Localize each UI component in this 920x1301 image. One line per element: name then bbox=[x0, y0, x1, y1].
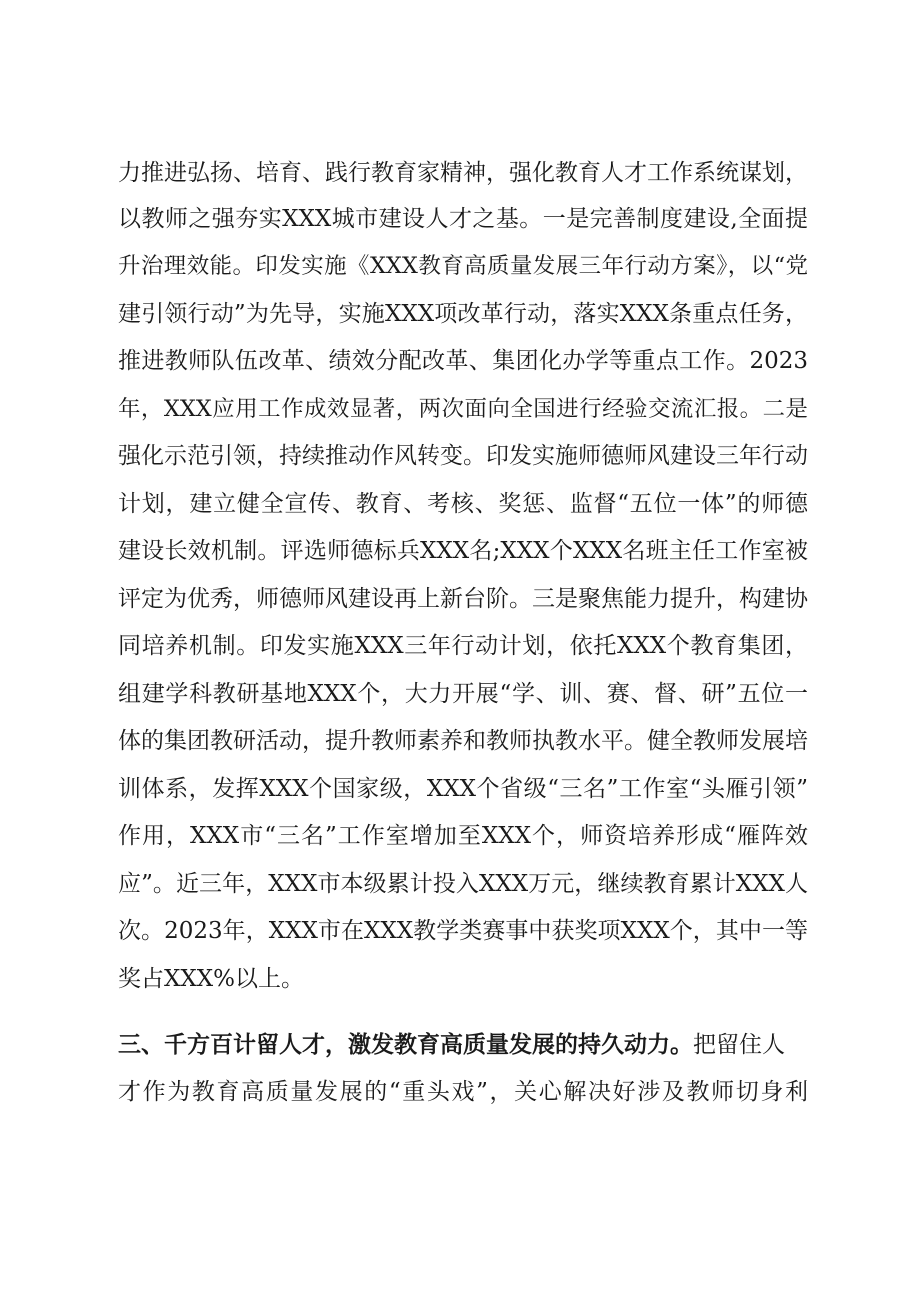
paragraph-line: 建设长效机制。评选师德标兵XXX名;XXX个XXX名班主任工作室被 bbox=[118, 538, 808, 564]
section-heading-body: 把留住人 bbox=[693, 1032, 785, 1058]
section-heading bbox=[118, 1025, 808, 1065]
paragraph-line: 推进教师队伍改革、绩效分配改革、集团化办学等重点工作。2023 bbox=[118, 348, 808, 374]
paragraph-line: 作用，XXX市“三名”工作室增加至XXX个，师资培养形成“雁阵效 bbox=[118, 823, 808, 849]
paragraph-line: 同培养机制。印发实施XXX三年行动计划，依托XXX个教育集团， bbox=[118, 633, 808, 659]
paragraph-line: 计划，建立健全宣传、教育、考核、奖惩、监督“五位一体”的师德 bbox=[118, 491, 808, 517]
paragraph-line: 升治理效能。印发实施《XXX教育高质量发展三年行动方案》，以“党 bbox=[118, 253, 808, 279]
paragraph-line: 年，XXX应用工作成效显著，两次面向全国进行经验交流汇报。二是 bbox=[118, 396, 808, 422]
paragraph-line: 训体系，发挥XXX个国家级，XXX个省级“三名”工作室“头雁引领” bbox=[118, 776, 808, 802]
paragraph-line: 奖占XXX%以上。 bbox=[118, 966, 304, 992]
paragraph-line: 次。2023年，XXX市在XXX教学类赛事中获奖项XXX个，其中一等 bbox=[118, 918, 808, 944]
paragraph-line: 以教师之强夯实XXX城市建设人才之基。一是完善制度建设,全面提 bbox=[118, 206, 808, 232]
section-heading-title: 三、千方百计留人才，激发教育高质量发展的持久动力。 bbox=[118, 1032, 693, 1058]
paragraph-line: 体的集团教研活动，提升教师素养和教师执教水平。健全教师发展培 bbox=[118, 728, 808, 754]
paragraph-line: 组建学科教研基地XXX个，大力开展“学、训、赛、督、研”五位一 bbox=[118, 681, 808, 707]
paragraph-line: 强化示范引领，持续推动作风转变。印发实施师德师风建设三年行动 bbox=[118, 443, 808, 469]
paragraph-line: 建引领行动”为先导，实施XXX项改革行动，落实XXX条重点任务， bbox=[118, 301, 808, 327]
paragraph-line: 力推进弘扬、培育、践行教育家精神，强化教育人才工作系统谋划， bbox=[118, 160, 808, 186]
paragraph-line: 评定为优秀，师德师风建设再上新台阶。三是聚焦能力提升，构建协 bbox=[118, 586, 808, 612]
paragraph-line: 才作为教育高质量发展的“重头戏”，关心解决好涉及教师切身利 bbox=[118, 1079, 808, 1105]
paragraph-line: 应”。近三年，XXX市本级累计投入XXX万元，继续教育累计XXX人 bbox=[118, 871, 808, 897]
